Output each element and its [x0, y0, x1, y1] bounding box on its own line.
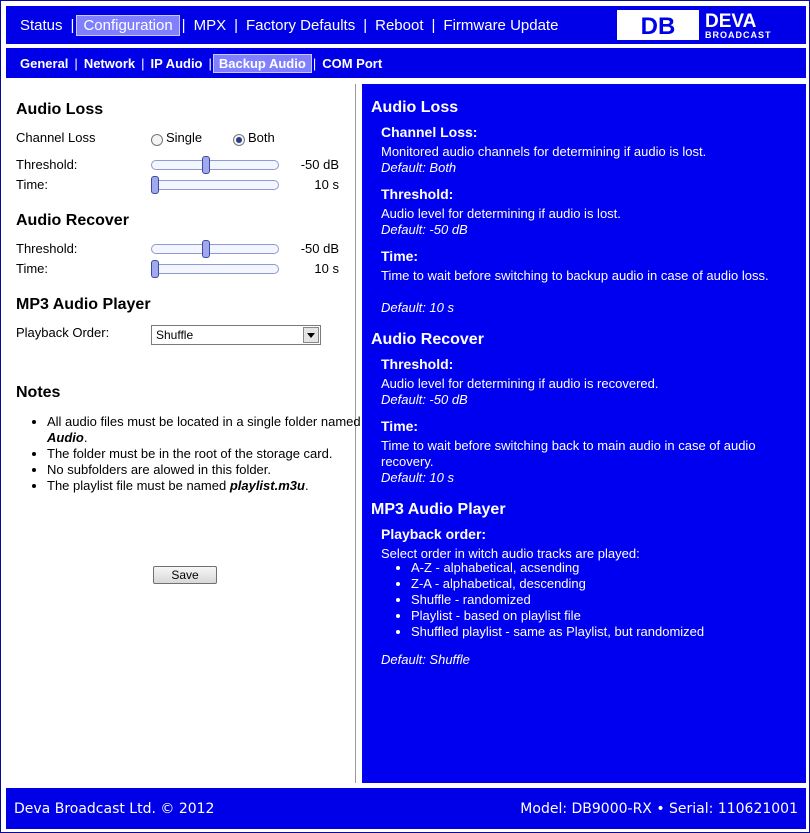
- list-item: • No subfolders are alowed in this folder.: [47, 462, 365, 478]
- help-time-title: Time:: [381, 248, 419, 264]
- channel-loss-label: Channel Loss: [16, 130, 96, 145]
- svg-text:DB: DB: [640, 13, 676, 40]
- list-item: • The folder must be in the root of the storage card.: [47, 446, 365, 462]
- subnav-separator: |: [208, 55, 212, 71]
- footer-copyright: Deva Broadcast Ltd. © 2012: [14, 801, 215, 817]
- audio-recover-heading: Audio Recover: [16, 212, 129, 229]
- list-item: • The playlist file must be named playlist.m3u.: [47, 478, 365, 494]
- list-item: • All audio files must be located in a single folder named Audio.: [47, 414, 365, 446]
- svg-text:DEVA: DEVA: [705, 11, 757, 32]
- help-recover-time-default: Default: 10 s: [381, 470, 454, 485]
- help-audio-recover-heading: Audio Recover: [371, 331, 484, 348]
- help-threshold-default: Default: -50 dB: [381, 222, 468, 237]
- help-recover-threshold-default: Default: -50 dB: [381, 392, 468, 407]
- footer: [6, 788, 806, 829]
- loss-threshold-value: -50 dB: [300, 157, 339, 172]
- help-recover-time-text: Time to wait before switching back to main audio in case of audio recovery.: [381, 438, 756, 469]
- help-recover-threshold-text: Audio level for determining if audio is recovered.: [381, 376, 659, 391]
- help-recover-time-title: Time:: [381, 418, 419, 434]
- subnav-backup-audio[interactable]: Backup Audio: [213, 54, 312, 73]
- nav-separator: |: [431, 16, 436, 34]
- notes-list: [32, 414, 365, 494]
- subnav-network[interactable]: Network: [83, 55, 136, 71]
- slider-thumb[interactable]: [151, 176, 159, 194]
- settings-panel: [6, 84, 361, 783]
- nav-configuration[interactable]: Configuration: [76, 15, 179, 36]
- help-playback-title: Playback order:: [381, 526, 487, 542]
- recover-threshold-slider[interactable]: [151, 244, 279, 254]
- help-panel: [362, 84, 806, 783]
- help-threshold-text: Audio level for determining if audio is lost.: [381, 206, 621, 221]
- svg-text:BROADCAST: BROADCAST: [705, 30, 772, 40]
- nav-separator: |: [363, 16, 368, 34]
- list-item: • Z-A - alphabetical, descending: [411, 576, 704, 592]
- help-time-text: Time to wait before switching to backup audio in case of audio loss.: [381, 268, 769, 283]
- slider-thumb[interactable]: [202, 156, 210, 174]
- playback-order-value: Shuffle: [156, 328, 194, 342]
- help-channel-loss-title: Channel Loss:: [381, 124, 478, 140]
- radio-both[interactable]: [233, 134, 245, 146]
- help-audio-loss-heading: Audio Loss: [371, 99, 459, 116]
- sub-nav: [6, 48, 806, 78]
- slider-thumb[interactable]: [202, 240, 210, 258]
- time-label: Time:: [16, 177, 49, 192]
- recover-time-slider[interactable]: [151, 264, 279, 274]
- nav-factory-defaults[interactable]: Factory Defaults: [246, 16, 356, 34]
- list-item: • A-Z - alphabetical, acsending: [411, 560, 704, 576]
- help-playback-text: Select order in witch audio tracks are played:: [381, 546, 640, 561]
- list-item: • Shuffled playlist - same as Playlist, but randomized: [411, 624, 704, 640]
- notes-heading: Notes: [16, 384, 61, 401]
- subnav-separator: |: [141, 55, 145, 71]
- help-channel-loss-default: Default: Both: [381, 160, 457, 175]
- subnav-com-port[interactable]: COM Port: [322, 55, 383, 71]
- nav-reboot[interactable]: Reboot: [375, 16, 424, 34]
- loss-time-value: 10 s: [314, 177, 339, 192]
- help-playback-options: [396, 560, 704, 640]
- recover-time-value: 10 s: [314, 261, 339, 276]
- nav-separator: |: [181, 16, 186, 34]
- help-mp3-heading: MP3 Audio Player: [371, 501, 506, 518]
- nav-separator: |: [70, 16, 75, 34]
- help-time-default: Default: 10 s: [381, 300, 454, 315]
- help-channel-loss-text: Monitored audio channels for determining if audio is lost.: [381, 144, 707, 159]
- radio-single[interactable]: [151, 134, 163, 146]
- playback-order-select[interactable]: [151, 325, 321, 345]
- subnav-ip-audio[interactable]: IP Audio: [150, 55, 203, 71]
- slider-thumb[interactable]: [151, 260, 159, 278]
- nav-firmware-update[interactable]: Firmware Update: [443, 16, 559, 34]
- nav-status[interactable]: Status: [20, 16, 63, 34]
- mp3-player-heading: MP3 Audio Player: [16, 296, 151, 313]
- radio-both-label[interactable]: Both: [248, 130, 275, 145]
- nav-mpx[interactable]: MPX: [193, 16, 227, 34]
- time-label: Time:: [16, 261, 49, 276]
- playback-order-label: Playback Order:: [16, 325, 110, 340]
- loss-threshold-slider[interactable]: [151, 160, 279, 170]
- recover-threshold-value: -50 dB: [300, 241, 339, 256]
- help-recover-threshold-title: Threshold:: [381, 356, 454, 372]
- list-item: • Playlist - based on playlist file: [411, 608, 704, 624]
- footer-model-serial: Model: DB9000-RX • Serial: 110621001: [520, 801, 798, 817]
- threshold-label: Threshold:: [16, 241, 78, 256]
- subnav-separator: |: [74, 55, 78, 71]
- radio-single-label[interactable]: Single: [166, 130, 203, 145]
- chevron-down-icon[interactable]: [303, 327, 319, 343]
- nav-separator: |: [234, 16, 238, 34]
- help-threshold-title: Threshold:: [381, 186, 454, 202]
- deva-broadcast-logo: [617, 10, 802, 40]
- subnav-general[interactable]: General: [20, 55, 69, 71]
- loss-time-slider[interactable]: [151, 180, 279, 190]
- list-item: • Shuffle - randomized: [411, 592, 704, 608]
- save-button[interactable]: Save: [153, 566, 217, 584]
- top-nav: [6, 6, 806, 44]
- subnav-separator: |: [312, 55, 317, 71]
- audio-loss-heading: Audio Loss: [16, 101, 104, 118]
- threshold-label: Threshold:: [16, 157, 78, 172]
- help-playback-default: Default: Shuffle: [381, 652, 470, 667]
